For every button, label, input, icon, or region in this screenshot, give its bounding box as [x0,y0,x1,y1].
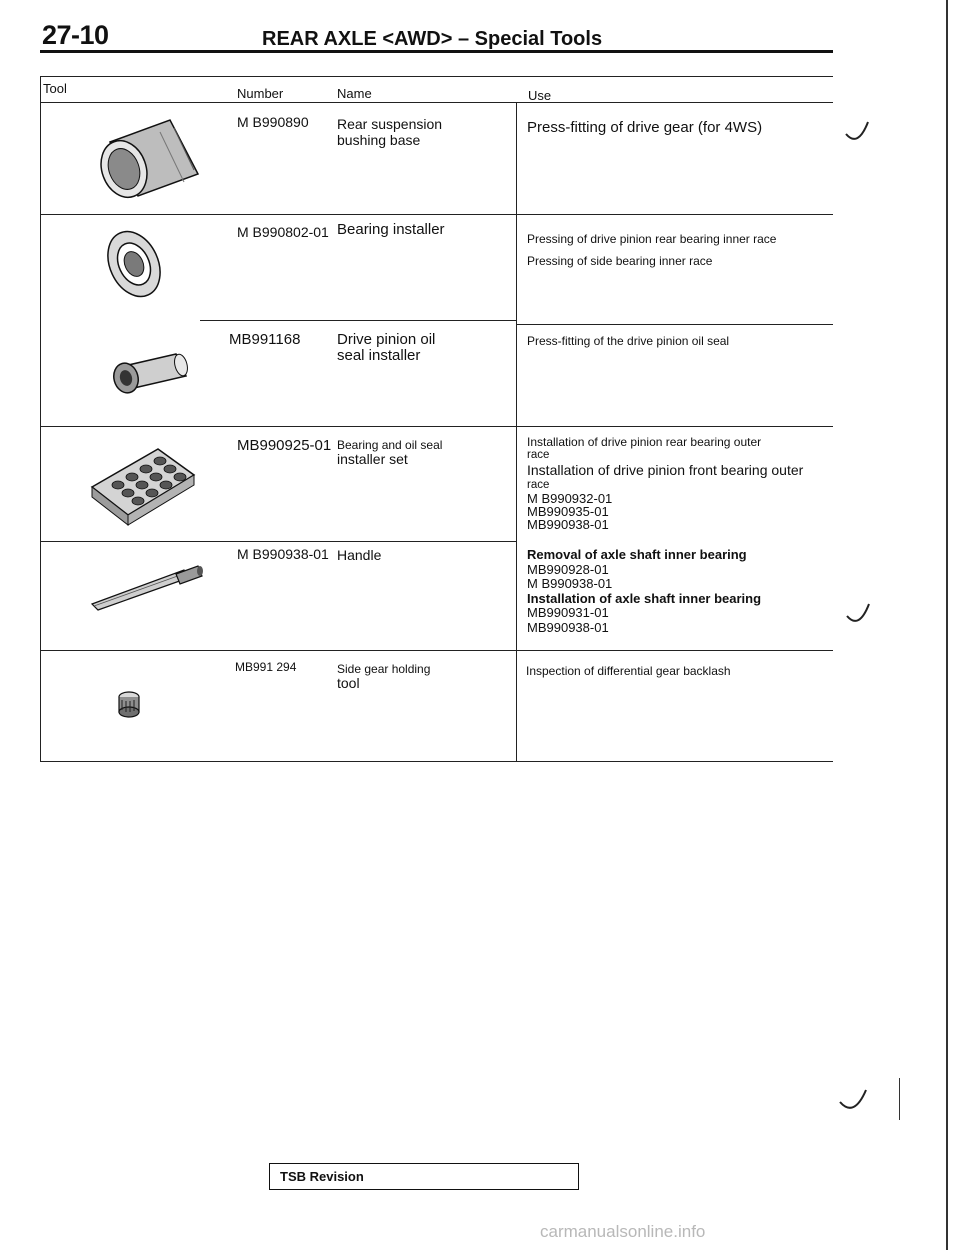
tsb-revision-label: TSB Revision [280,1169,364,1184]
tool-use-line: Press-fitting of drive gear (for 4WS) [527,119,763,136]
page-title: REAR AXLE <AWD> – Special Tools [262,28,603,50]
column-header-name: Name [337,86,372,101]
row-divider [516,324,833,325]
margin-tick [899,1078,900,1120]
tool-use-line: Removal of axle shaft inner bearing [527,547,747,562]
tool-number: MB991 294 [235,660,297,674]
binding-hole-mark [836,1086,872,1125]
table-left-rule [40,76,41,762]
row-divider [40,214,833,215]
tool-name-line: installer set [337,451,408,467]
column-header-tool: Tool [43,81,67,96]
tool-use-line: MB990938-01 [527,619,609,635]
tool-number: MB991168 [229,331,301,348]
tool-number: MB990925-01 [237,437,332,454]
tool-name-line: Handle [337,547,382,563]
tool-use-line: race [527,449,550,461]
header-rule [40,50,833,53]
tool-name-line: Bearing and oil seal [337,438,443,452]
bearing-installer-illustration [102,224,172,309]
tool-number: M B990802-01 [237,224,329,240]
tool-use-line: Installation of drive pinion front bearing outer [527,462,804,478]
tool-name-line: Bearing installer [337,221,445,238]
table-top-rule [40,76,833,77]
tool-number: M B990938-01 [237,546,329,562]
tool-use-line: MB990928-01 [527,561,609,577]
oil-seal-installer-illustration [106,348,196,403]
tool-use-line: MB990931-01 [527,605,609,621]
side-gear-holding-tool-illustration [116,690,142,725]
tool-use-line: MB990938-01 [527,517,609,532]
binding-hole-mark [843,600,873,635]
tool-use-line: Pressing of drive pinion rear bearing inner race [527,232,777,246]
tool-use-line: Inspection of differential gear backlash [526,664,731,678]
watermark: carmanualsonline.info [540,1222,706,1241]
table-bottom-rule [40,761,833,762]
handle-illustration [88,564,208,619]
tool-name-line: Side gear holding [337,662,431,676]
tool-name-line: bushing base [337,132,421,148]
row-divider [200,320,516,321]
tool-name-line: Rear suspension [337,116,443,132]
tool-use-line: Installation of drive pinion rear bearing outer [527,435,762,449]
installer-set-case-illustration [88,441,198,534]
page-edge [946,0,948,1250]
bushing-base-illustration [90,112,210,213]
tool-use-line: MB990935-01 [527,504,609,519]
row-divider [40,541,516,542]
column-header-use: Use [528,88,552,103]
tool-use-line: M B990932-01 [527,491,613,506]
tool-name-line: Drive pinion oil [337,331,436,348]
page-number: 27-10 [42,20,109,50]
binding-hole-mark [842,118,872,153]
tool-use-line: Installation of axle shaft inner bearing [527,590,762,606]
tool-use-line: Pressing of side bearing inner race [527,254,713,268]
tool-use-line: race [527,479,550,491]
special-tools-table [40,76,833,762]
tool-name-line: seal installer [337,347,421,364]
row-divider [40,650,833,651]
tool-name-line: tool [337,675,360,691]
tool-use-line: Press-fitting of the drive pinion oil seal [527,334,730,348]
header-bottom-rule [40,102,833,103]
tool-number: M B990890 [237,114,309,130]
column-header-number: Number [237,86,284,101]
use-column-rule [516,102,517,762]
row-divider [40,426,833,427]
tool-use-line: M B990938-01 [527,576,613,592]
